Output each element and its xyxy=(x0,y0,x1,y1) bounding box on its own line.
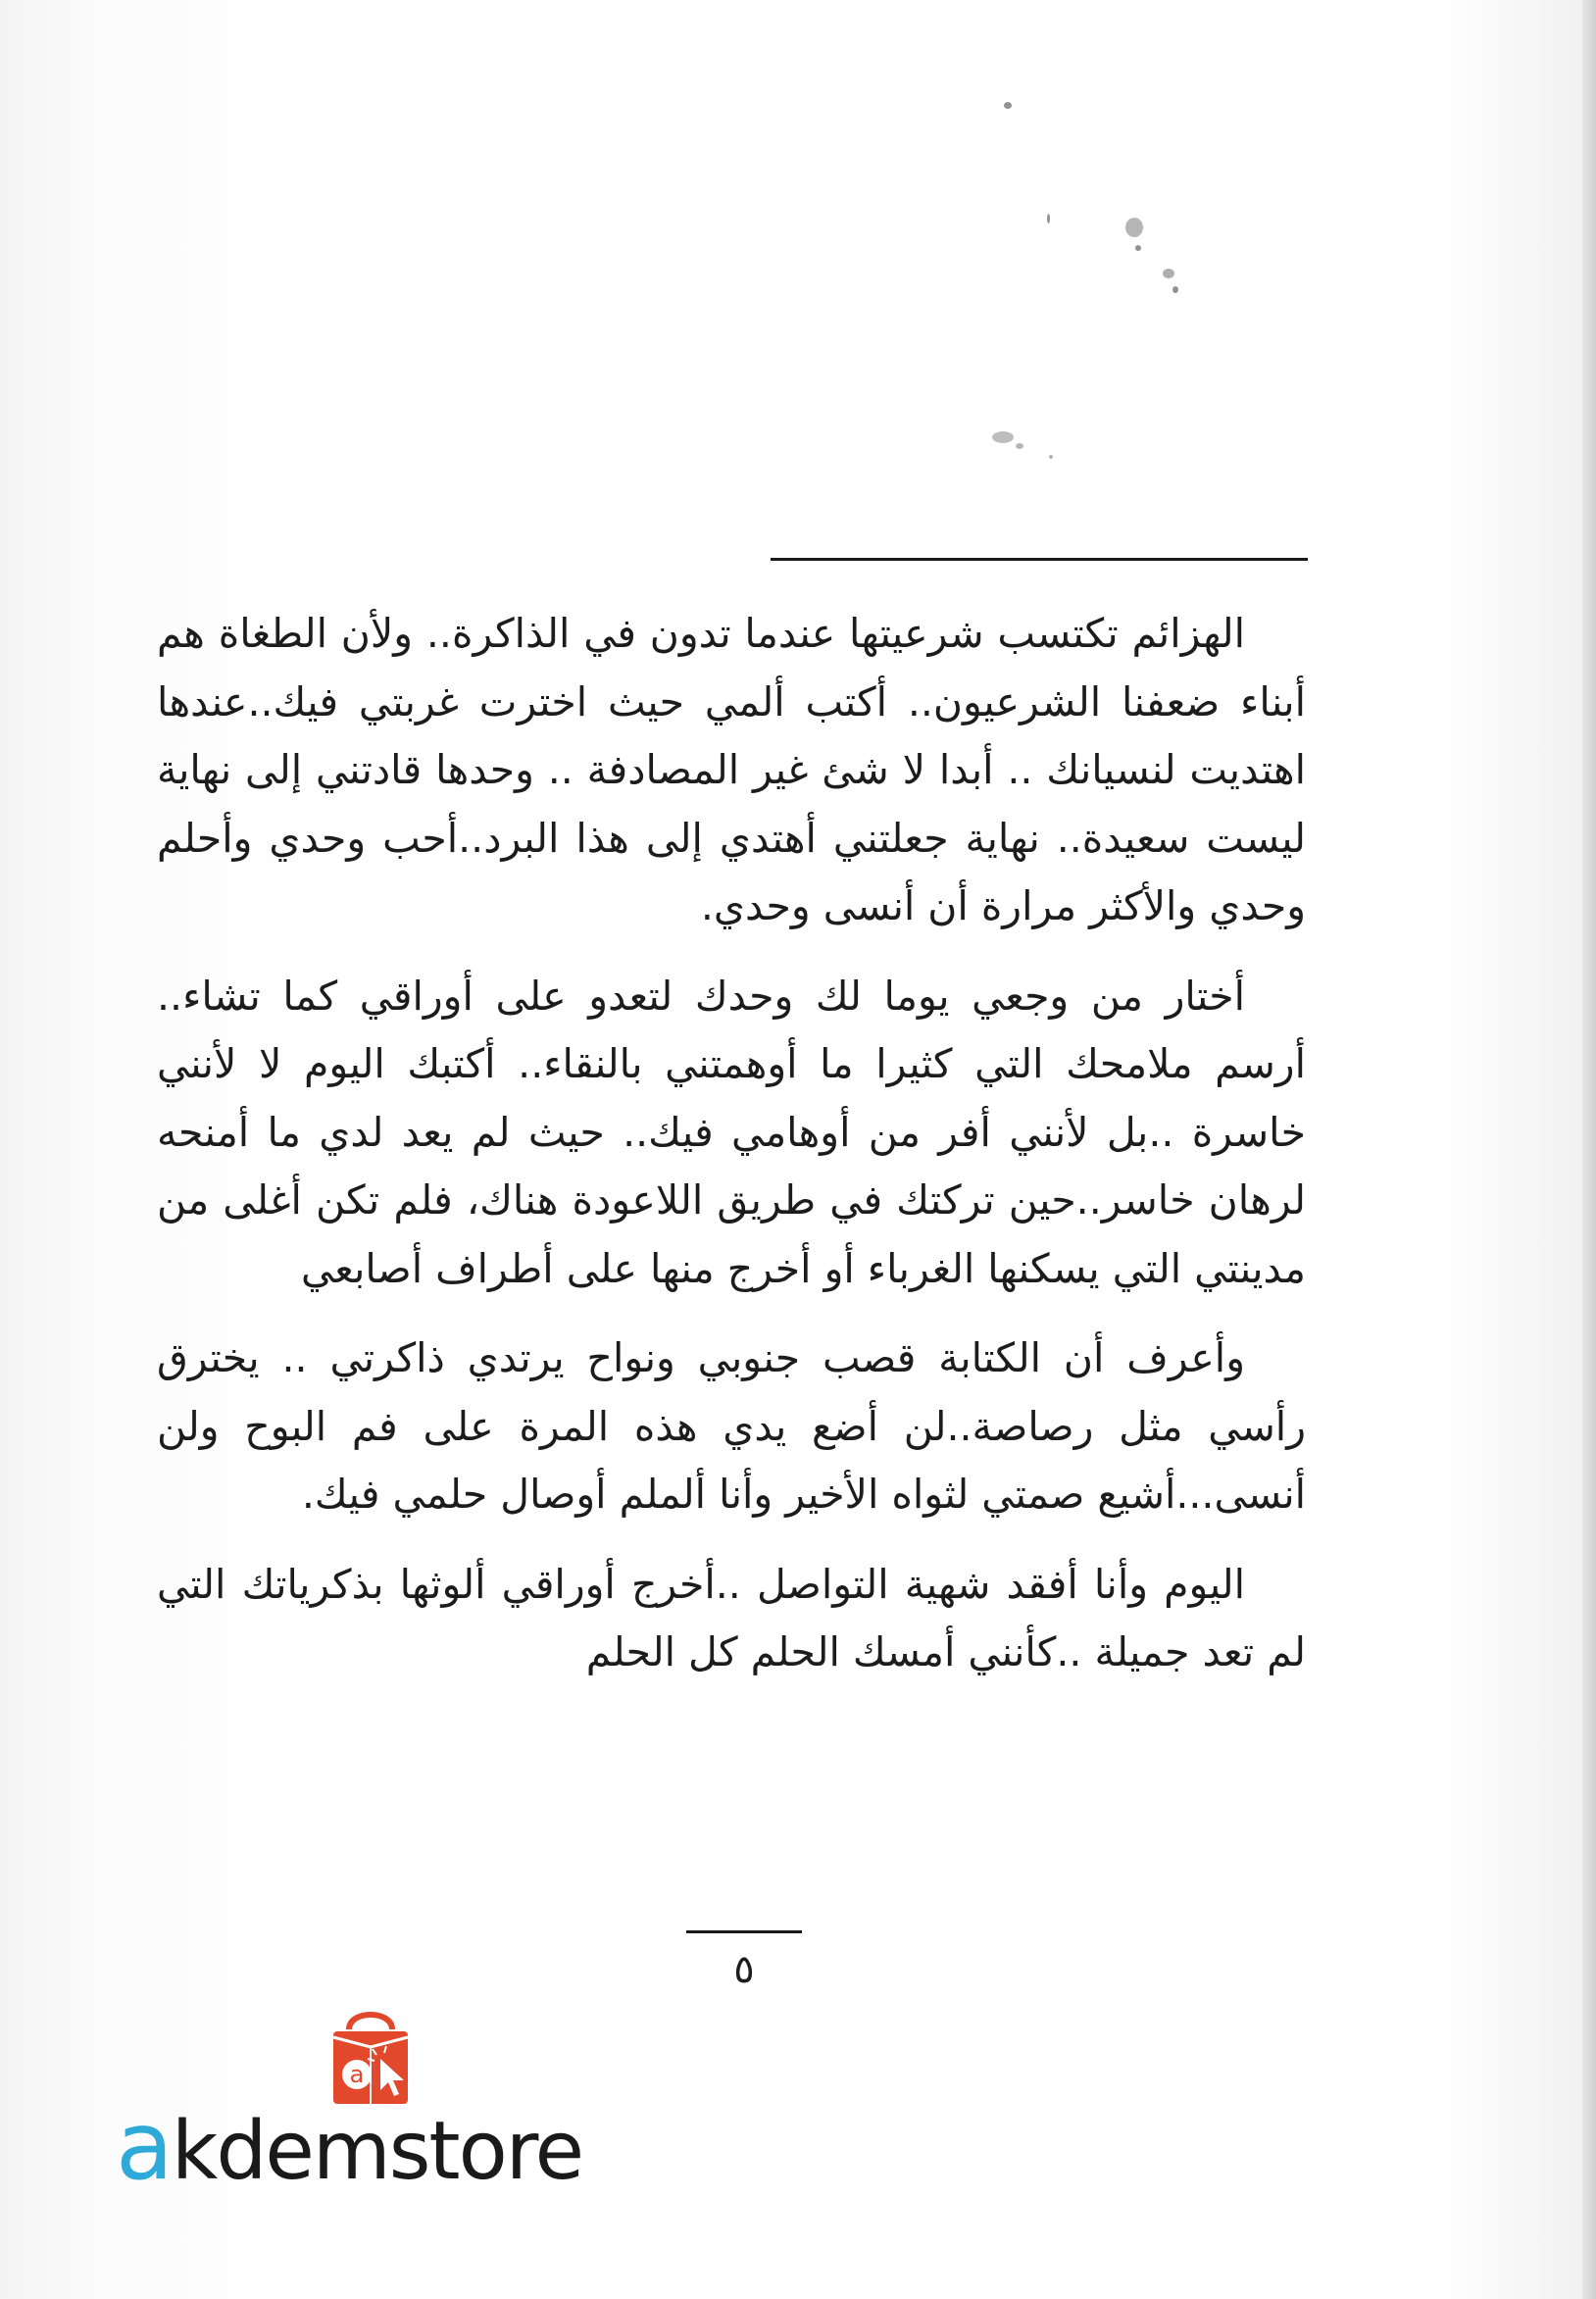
top-rule xyxy=(771,558,1308,561)
paragraph-2: أختار من وجعي يوما لك وحدك لتعدو على أوراقي كما تشاء.. أرسم ملامحك التي كثيرا ما أوهمتني بالنقاء.. أكتبك اليوم لا لأنني خاسرة ..بل لأنني أفر من أوهامي فيك.. حيث لم يعد لدي ما أمنحه لرهان خاسر..حين تركتك في طريق اللاعودة هناك، فلم تكن أغلى من مدينتي التي يسكنها الغرباء أو أخرج منها على أطراف أصابعي xyxy=(157,972,1306,1292)
brand-wordmark xyxy=(116,2091,583,2201)
paragraph-3: وأعرف أن الكتابة قصب جنوبي ونواح يرتدي ذاكرتي .. يخترق رأسي مثل رصاصة..لن أضع يدي هذه المرة على فم البوح ولن أنسى...أشيع صمتي لثواه الأخير وأنا ألملم أوصال حلمي فيك. xyxy=(157,1334,1306,1518)
scan-speck xyxy=(1016,443,1023,449)
scan-speck xyxy=(1047,214,1050,224)
scan-speck xyxy=(1004,102,1012,109)
page-edge-shadow xyxy=(1582,0,1596,2299)
brand-name: kdemstore xyxy=(171,2105,583,2198)
page-number: ٥ xyxy=(733,1947,755,1992)
scan-speck xyxy=(1172,286,1178,293)
scan-speck xyxy=(1163,269,1174,278)
scan-speck xyxy=(1125,218,1143,237)
footer-rule xyxy=(686,1930,802,1933)
body-text xyxy=(157,600,1306,1709)
akdemstore-logo xyxy=(116,2004,625,2201)
paragraph-1: الهزائم تكتسب شرعيتها عندما تدون في الذاكرة.. ولأن الطغاة هم أبناء ضعفنا الشرعيون.. أكتب ألمي حيث اخترت غربتي فيك..عندها اهتديت لنسيانك .. أبدا لا شئ غير المصادفة .. وحدها قادتني إلى نهاية ليست سعيدة.. نهاية جعلتني أهتدي إلى هذا البرد..أحب وحدي وأحلم وحدي والأكثر مرارة أن أنسى وحدي. xyxy=(157,610,1306,929)
scan-speck xyxy=(1049,455,1053,459)
scan-speck xyxy=(1135,245,1141,251)
paragraph-4: اليوم وأنا أفقد شهية التواصل ..أخرج أوراقي ألوثها بذكرياتك التي لم تعد جميلة ..كأنني أمسك الحلم كل الحلم xyxy=(157,1560,1306,1675)
scan-speck xyxy=(992,431,1014,443)
logo-letter: a xyxy=(349,2061,365,2088)
brand-initial: a xyxy=(116,2091,172,2201)
